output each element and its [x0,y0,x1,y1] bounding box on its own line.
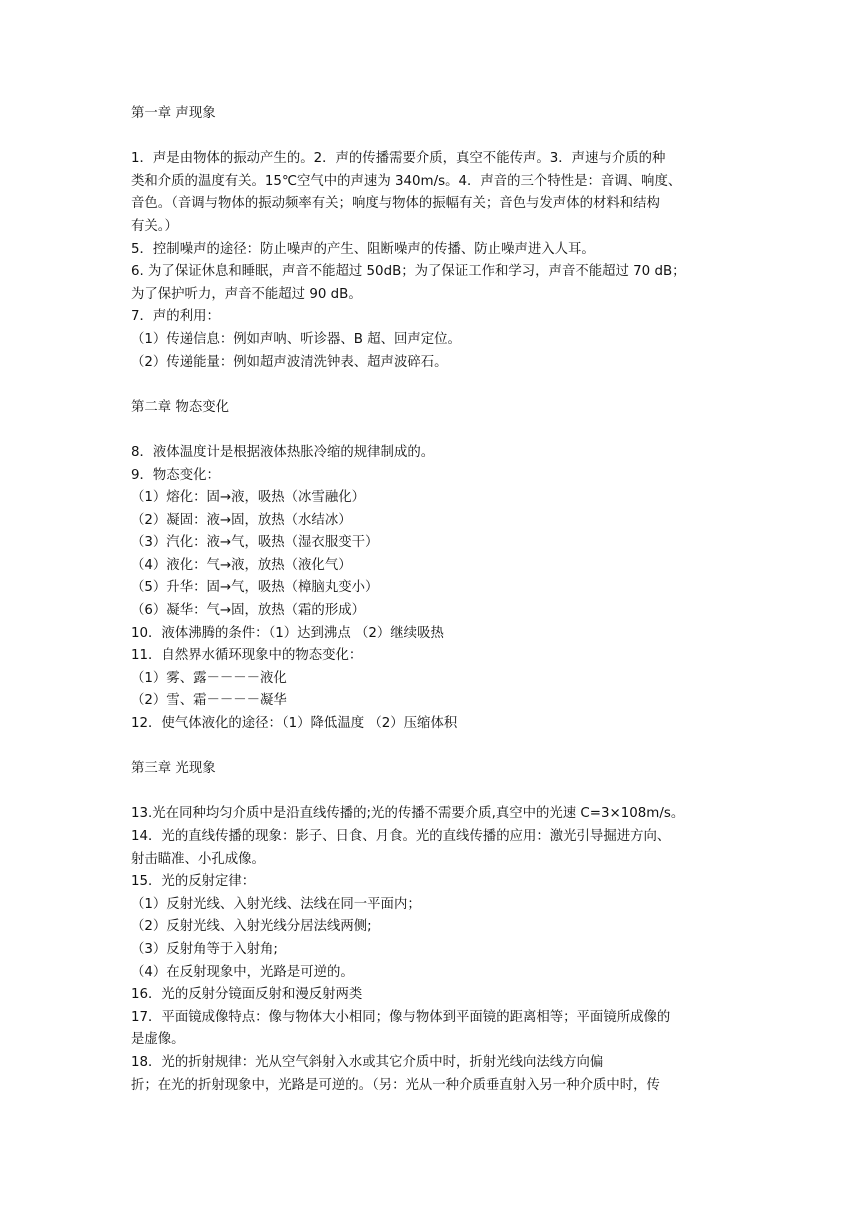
text-line: （3）汽化：液→气，吸热（湿衣服变干） [131,535,379,551]
text-line: 1．声是由物体的振动产生的。2．声的传播需要介质，真空不能传声。3．声速与介质的种 [131,151,666,167]
chapter-heading: 第一章 声现象 [131,106,216,121]
text-line: 是虚像。 [131,1032,185,1048]
text-line: 5．控制噪声的途径：防止噪声的产生、阻断噪声的传播、防止噪声进入人耳。 [131,241,595,257]
text-line: （2）传递能量：例如超声波清洗钟表、超声波碎石。 [131,354,448,370]
text-line: （1）反射光线、入射光线、法线在同一平面内； [131,896,421,912]
text-line: （1）传递信息：例如声呐、听诊器、B 超、回声定位。 [131,331,461,347]
text-line: 类和介质的温度有关。15℃空气中的声速为 340m/s。4．声音的三个特性是：音调、响度、 [131,173,682,189]
text-line: 10．液体沸腾的条件：（1）达到沸点 （2）继续吸热 [131,625,444,641]
text-line: （3）反射角等于入射角; [131,941,278,957]
text-line: （4）液化：气→液，放热（液化气） [131,557,352,573]
blank-line [131,419,761,442]
text-line: 折；在光的折射现象中，光路是可逆的。（另：光从一种介质垂直射入另一种介质中时，传 [131,1077,660,1093]
text-line: （5）升华：固→气，吸热（樟脑丸变小） [131,580,379,596]
text-line: （4）在反射现象中，光路是可逆的。 [131,964,354,980]
blank-line [131,126,761,149]
text-line: （2）凝固：液→固，放热（水结冰） [131,512,352,528]
text-line: 12．使气体液化的途径：（1）降低温度 （2）压缩体积 [131,716,458,732]
text-line: 15．光的反射定律： [131,874,256,890]
text-line: 8．液体温度计是根据液体热胀冷缩的规律制成的。 [131,444,435,460]
text-line: 6. 为了保证休息和睡眠，声音不能超过 50dB；为了保证工作和学习，声音不能超过 70 dB； [131,264,686,280]
text-line: 7．声的利用： [131,309,220,325]
blank-line [131,374,761,397]
text-line: 9．物态变化： [131,467,220,483]
text-line: 18．光的折射规律：光从空气斜射入水或其它介质中时，折射光线向法线方向偏 [131,1054,604,1070]
text-line: 13.光在同种均匀介质中是沿直线传播的;光的传播不需要介质,真空中的光速 C=3×108m/s。 [131,806,685,822]
blank-line [131,736,761,759]
text-line: 14．光的直线传播的现象：影子、日食、月食。光的直线传播的应用：激光引导掘进方向、 [131,829,671,844]
text-line: 17．平面镜成像特点：像与物体大小相同；像与物体到平面镜的距离相等；平面镜所成像的 [131,1009,671,1025]
text-line: 为了保护听力，声音不能超过 90 dB。 [131,286,362,302]
chapter-heading: 第三章 光现象 [131,761,216,777]
text-line: 音色。（音调与物体的振动频率有关；响度与物体的振幅有关；音色与发声体的材料和结构 [131,196,660,212]
text-line: 有关。） [131,218,178,234]
text-line: 11．自然界水循环现象中的物态变化： [131,648,363,664]
blank-line [131,781,761,804]
text-line: （1）雾、露－－－－液化 [131,670,287,686]
text-line: （6）凝华：气→固，放热（霜的形成） [131,603,365,619]
text-line: 射击瞄准、小孔成像。 [131,851,265,867]
text-line: 16．光的反射分镜面反射和漫反射两类 [131,987,363,1003]
chapter-heading: 第二章 物态变化 [131,399,229,415]
text-line: （2）反射光线、入射光线分居法线两侧; [131,919,372,935]
text-line: （1）熔化：固→液，吸热（冰雪融化） [131,490,365,506]
text-line: （2）雪、霜－－－－凝华 [131,693,287,709]
document-body [131,103,761,1097]
